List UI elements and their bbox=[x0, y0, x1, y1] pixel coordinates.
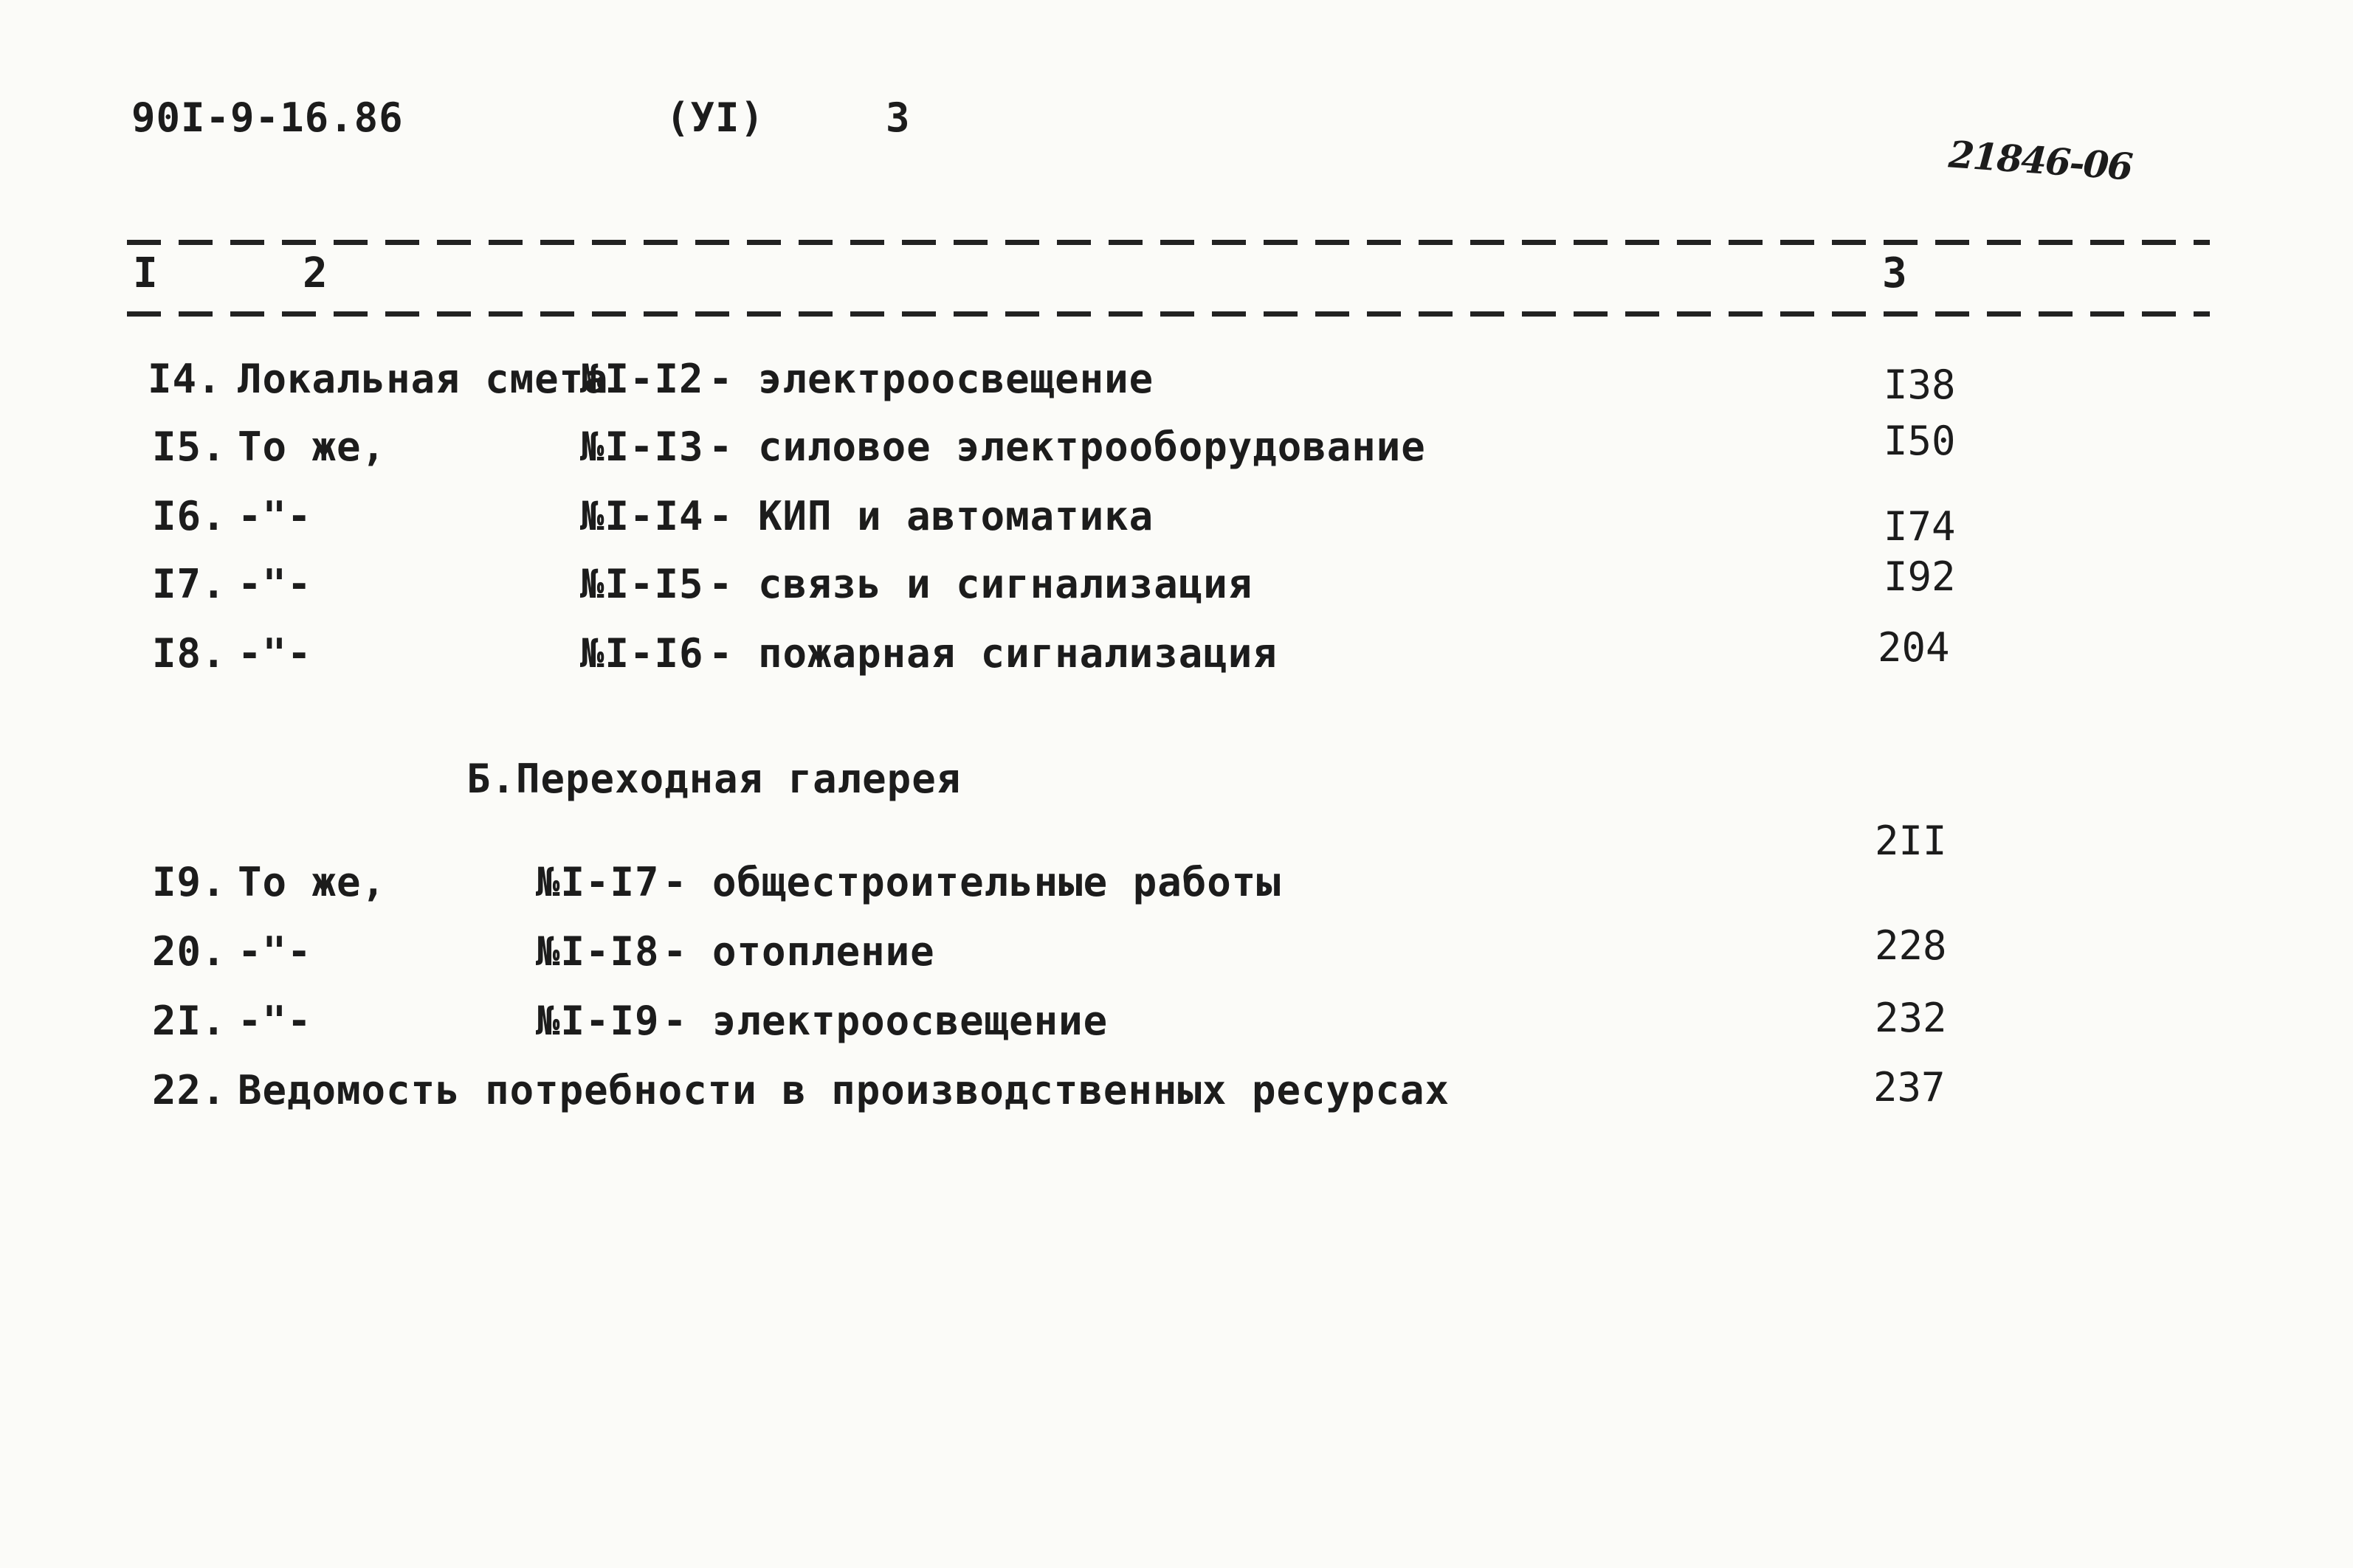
row-number: I4. bbox=[148, 356, 222, 402]
row-description: - связь и сигнализация bbox=[709, 561, 1253, 607]
row-number: I6. bbox=[152, 493, 227, 539]
row-number: I7. bbox=[152, 561, 227, 607]
row-description: - отопление bbox=[663, 928, 935, 975]
row-page: 232 bbox=[1875, 995, 1947, 1041]
row-code: №I-I9 bbox=[536, 998, 660, 1044]
row-code: №I-I8 bbox=[536, 928, 660, 975]
row-page: I74 bbox=[1884, 503, 1956, 550]
row-page: I38 bbox=[1884, 362, 1956, 408]
row-code: №I-I4 bbox=[580, 493, 704, 539]
row-title: Локальная смета bbox=[238, 356, 609, 402]
row-title: То же, bbox=[238, 859, 387, 905]
section-title: Б.Переходная галерея bbox=[466, 756, 962, 802]
row-title: -"- bbox=[238, 998, 312, 1044]
album-number: (УI) bbox=[666, 94, 765, 141]
row-description: - силовое электрооборудование bbox=[709, 424, 1426, 470]
section-page: 2II bbox=[1875, 818, 1947, 864]
document-code: 90I-9-16.86 bbox=[131, 94, 404, 141]
header-bottom-rule bbox=[127, 311, 2210, 317]
column-header-2: 2 bbox=[303, 249, 328, 297]
row-code: №I-I7 bbox=[536, 859, 660, 905]
row-description: - общестроительные работы bbox=[663, 859, 1281, 905]
row-code: №I-I2 bbox=[580, 356, 704, 402]
row-page: 204 bbox=[1878, 624, 1950, 671]
row-page: I50 bbox=[1884, 418, 1956, 464]
row-title: -"- bbox=[238, 630, 312, 677]
column-header-1: I bbox=[133, 249, 158, 297]
row-page: 228 bbox=[1875, 922, 1947, 969]
row-number: I8. bbox=[152, 630, 227, 677]
column-header-3: 3 bbox=[1882, 249, 1907, 297]
row-title: -"- bbox=[238, 928, 312, 975]
page-number: 3 bbox=[886, 94, 911, 141]
row-number: 20. bbox=[152, 928, 227, 975]
row-description: - КИП и автоматика bbox=[709, 493, 1154, 539]
row-number: I5. bbox=[152, 424, 227, 470]
row-number: 2I. bbox=[152, 998, 227, 1044]
row-code: №I-I6 bbox=[580, 630, 704, 677]
row-number: I9. bbox=[152, 859, 227, 905]
row-page: I92 bbox=[1884, 553, 1956, 600]
header-top-rule bbox=[127, 240, 2210, 245]
row-code: №I-I5 bbox=[580, 561, 704, 607]
row-page: 237 bbox=[1873, 1064, 1946, 1111]
row-description: - электроосвещение bbox=[709, 356, 1154, 402]
row-title: То же, bbox=[238, 424, 387, 470]
row-title: -"- bbox=[238, 561, 312, 607]
row-code: №I-I3 bbox=[580, 424, 704, 470]
row-number: 22. bbox=[152, 1067, 227, 1113]
row-title: Ведомость потребности в производственных ресурсах bbox=[238, 1067, 1450, 1113]
row-description: - электроосвещение bbox=[663, 998, 1109, 1044]
inventory-stamp: 21846-06 bbox=[1947, 132, 2134, 189]
row-description: - пожарная сигнализация bbox=[709, 630, 1278, 677]
row-title: -"- bbox=[238, 493, 312, 539]
